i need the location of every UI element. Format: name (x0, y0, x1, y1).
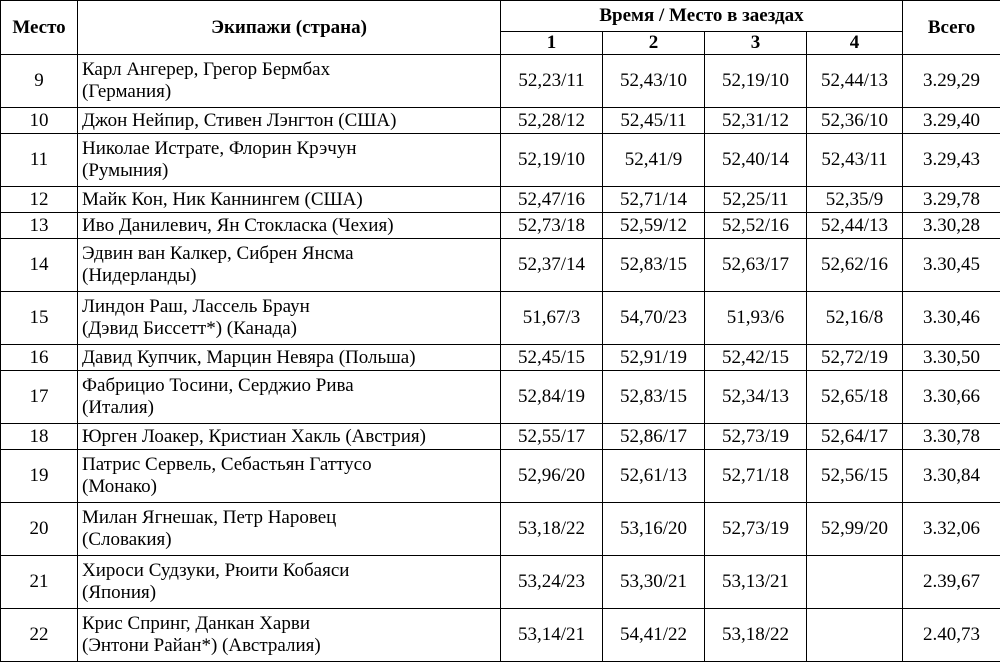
heat-3-cell: 52,31/12 (705, 108, 807, 134)
heat-4-cell (807, 609, 903, 662)
heat-1-cell: 53,18/22 (501, 503, 603, 556)
heat-1-cell: 52,28/12 (501, 108, 603, 134)
place-cell: 20 (1, 503, 78, 556)
total-cell: 3.29,40 (903, 108, 1000, 134)
heat-2-cell: 52,41/9 (603, 134, 705, 187)
crew-cell (78, 609, 501, 662)
crew-line: (Германия) (82, 81, 496, 103)
place-cell: 22 (1, 609, 78, 662)
heat-2-cell: 52,59/12 (603, 213, 705, 239)
table-row (1, 371, 1000, 424)
header-crews: Экипажи (страна) (78, 1, 501, 55)
table-row (1, 345, 1000, 371)
crew-line: Джон Нейпир, Стивен Лэнгтон (США) (82, 110, 496, 132)
table-row (1, 609, 1000, 662)
heat-4-cell: 52,65/18 (807, 371, 903, 424)
total-cell: 3.29,78 (903, 187, 1000, 213)
header-total: Всего (903, 1, 1000, 55)
place-cell: 11 (1, 134, 78, 187)
crew-line: Милан Ягнешак, Петр Наровец (82, 507, 496, 529)
header-heat-1: 1 (501, 32, 603, 55)
crew-cell (78, 450, 501, 503)
place-cell: 17 (1, 371, 78, 424)
heat-3-cell: 52,25/11 (705, 187, 807, 213)
crew-cell (78, 292, 501, 345)
table-row (1, 424, 1000, 450)
place-cell: 13 (1, 213, 78, 239)
heat-2-cell: 52,61/13 (603, 450, 705, 503)
heat-4-cell: 52,16/8 (807, 292, 903, 345)
header-heat-2: 2 (603, 32, 705, 55)
table-row (1, 108, 1000, 134)
crew-line: (Нидерланды) (82, 265, 496, 287)
heat-3-cell: 52,42/15 (705, 345, 807, 371)
heat-1-cell: 53,14/21 (501, 609, 603, 662)
heat-3-cell: 52,73/19 (705, 503, 807, 556)
place-cell: 9 (1, 55, 78, 108)
heat-4-cell: 52,43/11 (807, 134, 903, 187)
heat-3-cell: 52,71/18 (705, 450, 807, 503)
crew-cell (78, 556, 501, 609)
crew-line: (Италия) (82, 397, 496, 419)
place-cell: 19 (1, 450, 78, 503)
heat-1-cell: 52,45/15 (501, 345, 603, 371)
heat-2-cell: 52,83/15 (603, 239, 705, 292)
place-cell: 10 (1, 108, 78, 134)
crew-cell (78, 108, 501, 134)
crew-line: (Япония) (82, 582, 496, 604)
heat-3-cell: 52,19/10 (705, 55, 807, 108)
crew-line: Патрис Сервель, Себастьян Гаттусо (82, 454, 496, 476)
crew-line: (Дэвид Биссетт*) (Канада) (82, 318, 496, 340)
heat-2-cell: 54,70/23 (603, 292, 705, 345)
table-row (1, 556, 1000, 609)
crew-line: Карл Ангерер, Грегор Бермбах (82, 59, 496, 81)
place-cell: 21 (1, 556, 78, 609)
heat-4-cell: 52,62/16 (807, 239, 903, 292)
header-heat-3: 3 (705, 32, 807, 55)
heat-1-cell: 52,55/17 (501, 424, 603, 450)
header-heat-4: 4 (807, 32, 903, 55)
crew-line: (Монако) (82, 476, 496, 498)
crew-line: Иво Данилевич, Ян Стокласка (Чехия) (82, 215, 496, 237)
table-row (1, 213, 1000, 239)
crew-cell (78, 371, 501, 424)
heat-1-cell: 52,96/20 (501, 450, 603, 503)
total-cell: 2.39,67 (903, 556, 1000, 609)
heat-4-cell: 52,99/20 (807, 503, 903, 556)
heat-3-cell: 52,52/16 (705, 213, 807, 239)
heat-1-cell: 52,84/19 (501, 371, 603, 424)
total-cell: 3.29,43 (903, 134, 1000, 187)
heat-4-cell: 52,44/13 (807, 213, 903, 239)
crew-line: (Энтони Райан*) (Австралия) (82, 635, 496, 657)
heat-2-cell: 53,30/21 (603, 556, 705, 609)
table-row (1, 503, 1000, 556)
place-cell: 15 (1, 292, 78, 345)
heat-4-cell (807, 556, 903, 609)
total-cell: 2.40,73 (903, 609, 1000, 662)
crew-line: Крис Спринг, Данкан Харви (82, 613, 496, 635)
heat-3-cell: 51,93/6 (705, 292, 807, 345)
heat-4-cell: 52,36/10 (807, 108, 903, 134)
heat-4-cell: 52,72/19 (807, 345, 903, 371)
heat-2-cell: 52,91/19 (603, 345, 705, 371)
total-cell: 3.32,06 (903, 503, 1000, 556)
place-cell: 16 (1, 345, 78, 371)
table-row (1, 55, 1000, 108)
total-cell: 3.29,29 (903, 55, 1000, 108)
total-cell: 3.30,66 (903, 371, 1000, 424)
heat-3-cell: 52,40/14 (705, 134, 807, 187)
heat-1-cell: 52,47/16 (501, 187, 603, 213)
header-place: Место (1, 1, 78, 55)
table-row (1, 187, 1000, 213)
heat-3-cell: 52,73/19 (705, 424, 807, 450)
heat-2-cell: 52,83/15 (603, 371, 705, 424)
heat-3-cell: 53,18/22 (705, 609, 807, 662)
results-body (1, 55, 1000, 662)
crew-line: Фабрицио Тосини, Серджио Рива (82, 375, 496, 397)
heat-2-cell: 52,86/17 (603, 424, 705, 450)
heat-4-cell: 52,64/17 (807, 424, 903, 450)
heat-2-cell: 52,71/14 (603, 187, 705, 213)
heat-1-cell: 52,19/10 (501, 134, 603, 187)
heat-4-cell: 52,44/13 (807, 55, 903, 108)
crew-line: Юрген Лоакер, Кристиан Хакль (Австрия) (82, 426, 496, 448)
total-cell: 3.30,78 (903, 424, 1000, 450)
crew-line: Хироси Судзуки, Рюити Кобаяси (82, 560, 496, 582)
heat-2-cell: 52,45/11 (603, 108, 705, 134)
place-cell: 12 (1, 187, 78, 213)
table-row (1, 292, 1000, 345)
total-cell: 3.30,45 (903, 239, 1000, 292)
table-row (1, 450, 1000, 503)
place-cell: 18 (1, 424, 78, 450)
crew-line: Майк Кон, Ник Каннингем (США) (82, 189, 496, 211)
heat-2-cell: 52,43/10 (603, 55, 705, 108)
crew-line: Николае Истрате, Флорин Крэчун (82, 138, 496, 160)
heat-2-cell: 53,16/20 (603, 503, 705, 556)
heat-3-cell: 52,34/13 (705, 371, 807, 424)
heat-1-cell: 52,37/14 (501, 239, 603, 292)
crew-cell (78, 55, 501, 108)
crew-cell (78, 213, 501, 239)
crew-line: (Словакия) (82, 529, 496, 551)
total-cell: 3.30,46 (903, 292, 1000, 345)
place-cell: 14 (1, 239, 78, 292)
heat-1-cell: 51,67/3 (501, 292, 603, 345)
table-row (1, 239, 1000, 292)
heat-3-cell: 53,13/21 (705, 556, 807, 609)
crew-cell (78, 187, 501, 213)
crew-line: (Румыния) (82, 160, 496, 182)
crew-line: Линдон Раш, Лассель Браун (82, 296, 496, 318)
total-cell: 3.30,28 (903, 213, 1000, 239)
heat-4-cell: 52,56/15 (807, 450, 903, 503)
heat-1-cell: 52,23/11 (501, 55, 603, 108)
heat-1-cell: 53,24/23 (501, 556, 603, 609)
heat-4-cell: 52,35/9 (807, 187, 903, 213)
crew-cell (78, 424, 501, 450)
crew-cell (78, 239, 501, 292)
heat-1-cell: 52,73/18 (501, 213, 603, 239)
crew-line: Давид Купчик, Марцин Невяра (Польша) (82, 347, 496, 369)
header-heats-group: Время / Место в заездах (501, 1, 903, 32)
crew-cell (78, 503, 501, 556)
heat-2-cell: 54,41/22 (603, 609, 705, 662)
total-cell: 3.30,50 (903, 345, 1000, 371)
total-cell: 3.30,84 (903, 450, 1000, 503)
heat-3-cell: 52,63/17 (705, 239, 807, 292)
crew-line: Эдвин ван Калкер, Сибрен Янсма (82, 243, 496, 265)
crew-cell (78, 134, 501, 187)
table-row (1, 134, 1000, 187)
crew-cell (78, 345, 501, 371)
